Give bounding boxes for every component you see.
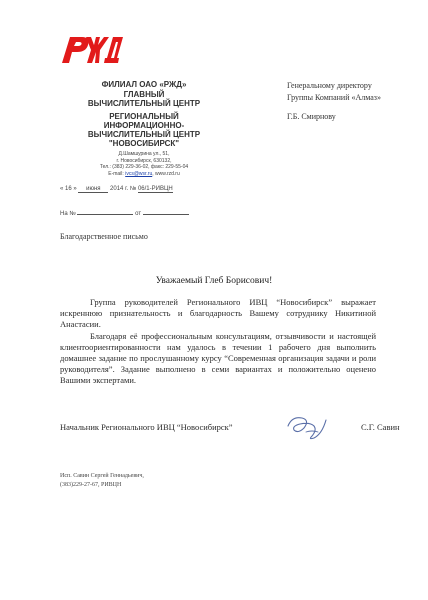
org-line: ИНФОРМАЦИОННО-	[103, 121, 185, 130]
org-line: ВЫЧИСЛИТЕЛЬНЫЙ ЦЕНТР	[87, 99, 201, 108]
address-street: Д.Шамшурина ул., 51,	[118, 151, 170, 157]
outgoing-date-number	[60, 186, 173, 193]
number-label: №	[129, 186, 137, 192]
body-paragraph-1: Группа руководителей Регионального ИВЦ “Новосибирск” выражает искреннюю признательность и благодарность Вашему сотруднику Никитиной Анастасии.	[60, 297, 376, 329]
email-link[interactable]: ivcs@wsr.ru	[125, 170, 153, 177]
org-line: ГЛАВНЫЙ	[123, 90, 165, 99]
recipient-block	[287, 80, 381, 123]
handwritten-signature	[284, 412, 330, 442]
website-link[interactable]: www.rzd.ru	[155, 170, 180, 177]
date-year: 2014	[110, 186, 124, 192]
date-month: июня	[78, 186, 108, 193]
ref-label: На №	[60, 211, 76, 217]
org-name-main-center	[48, 90, 240, 108]
org-name-regional-center	[48, 112, 240, 148]
rzd-logo	[60, 33, 124, 65]
ref-from: от	[135, 211, 142, 217]
contact-separator: ,	[152, 170, 156, 177]
org-name-branch	[48, 80, 240, 89]
address-phone: Тел.: (383) 229-36-02, факс: 229-55-04	[99, 164, 189, 170]
executor-name: Исп. Савин Сергей Геннадьевич,	[60, 473, 144, 479]
document-type: Благодарственное письмо	[60, 232, 148, 241]
ref-number-blank	[77, 214, 133, 215]
outgoing-number: 06/1-РИВЦН	[137, 186, 173, 192]
executor-phone: (383)229-27-67, РИВЦН	[60, 482, 122, 488]
recipient-position: Генеральному директору	[287, 81, 372, 90]
recipient-company: Группы Компаний «Алмаз»	[287, 93, 381, 102]
ref-date-blank	[143, 214, 189, 215]
date-day: « 16 »	[60, 186, 77, 192]
reference-line	[60, 211, 189, 217]
org-address	[48, 151, 240, 177]
org-line: ВЫЧИСЛИТЕЛЬНЫЙ ЦЕНТР	[87, 130, 201, 139]
signer-title: Начальник Регионального ИВЦ “Новосибирск”	[60, 422, 233, 432]
org-line: РЕГИОНАЛЬНЫЙ	[109, 112, 179, 121]
recipient-name: Г.Б. Смирнову	[287, 112, 336, 121]
signer-name: С.Г. Савин	[361, 422, 400, 432]
executor-info	[60, 472, 144, 490]
address-contacts	[48, 171, 240, 178]
body-paragraph-2: Благодаря её профессиональным консультациям, отзывчивости и настоящей клиентоориентированности нам удалось в течении 1 рабочего дня выполнить домашнее задание по прослушанному курсу “Современная организация задачи и роли руководителя”. Задание выполнено в семи вариантах и положительно оценено Вашими экспертами.	[60, 331, 376, 385]
address-city: г. Новосибирск, 630132,	[116, 157, 172, 164]
org-line: ФИЛИАЛ ОАО «РЖД»	[101, 80, 187, 89]
letter-body	[60, 297, 376, 386]
date-suffix: г.	[125, 186, 129, 192]
email-label: E-mail:	[108, 170, 126, 177]
greeting: Уважаемый Глеб Борисович!	[155, 276, 273, 286]
org-line: "НОВОСИБИРСК"	[108, 139, 180, 148]
